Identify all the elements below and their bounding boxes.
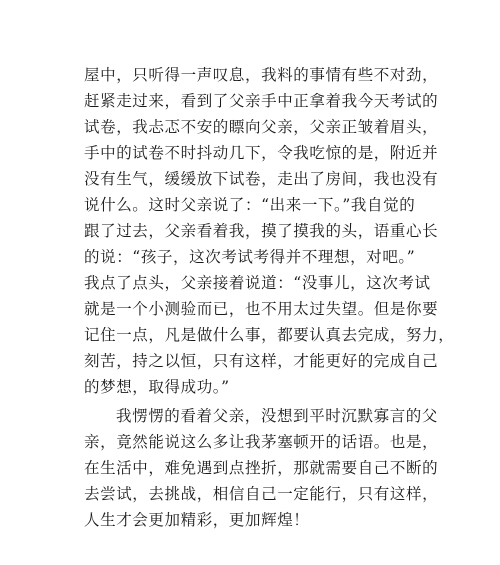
text-line-4: 手中的试卷不时抖动几下，令我吃惊的是，附近并 [84, 144, 439, 162]
text-line-13: 的梦想，取得成功。” [84, 378, 230, 396]
text-line-15: 亲，竟然能说这么多让我茅塞顿开的话语。也是， [84, 433, 439, 451]
text-line-11: 记住一点，凡是做什么事，都要认真去完成，努力， [84, 326, 455, 344]
text-line-12: 刻苦，持之以恒，只有这样，才能更好的完成自己 [84, 352, 439, 370]
text-line-10: 就是一个小测验而已，也不用太过失望。但是你要 [84, 300, 439, 318]
text-line-2: 赶紧走过来，看到了父亲手中正拿着我今天考试的 [84, 92, 439, 110]
text-line-7: 跟了过去，父亲看着我，摸了摸我的头，语重心长 [84, 222, 439, 240]
text-line-17: 去尝试，去挑战，相信自己一定能行，只有这样， [84, 485, 439, 503]
text-line-8: 的说：“孩子，这次考试考得并不理想，对吧。” [84, 248, 416, 266]
text-line-14: 我愣愣的看着父亲，没想到平时沉默寡言的父 [116, 407, 439, 425]
text-line-9: 我点了点头，父亲接着说道：“没事儿，这次考试 [84, 274, 431, 292]
text-line-1: 屋中，只听得一声叹息，我料的事情有些不对劲， [84, 66, 439, 84]
text-line-18: 人生才会更加精彩，更加辉煌！ [84, 511, 310, 529]
text-line-6: 说什么。这时父亲说了：“出来一下。”我自觉的 [84, 196, 416, 214]
text-line-5: 没有生气，缓缓放下试卷，走出了房间，我也没有 [84, 170, 439, 188]
text-line-16: 在生活中，难免遇到点挫折，那就需要自己不断的 [84, 459, 439, 477]
text-line-3: 试卷，我忐忑不安的瞟向父亲，父亲正皱着眉头， [84, 118, 439, 136]
